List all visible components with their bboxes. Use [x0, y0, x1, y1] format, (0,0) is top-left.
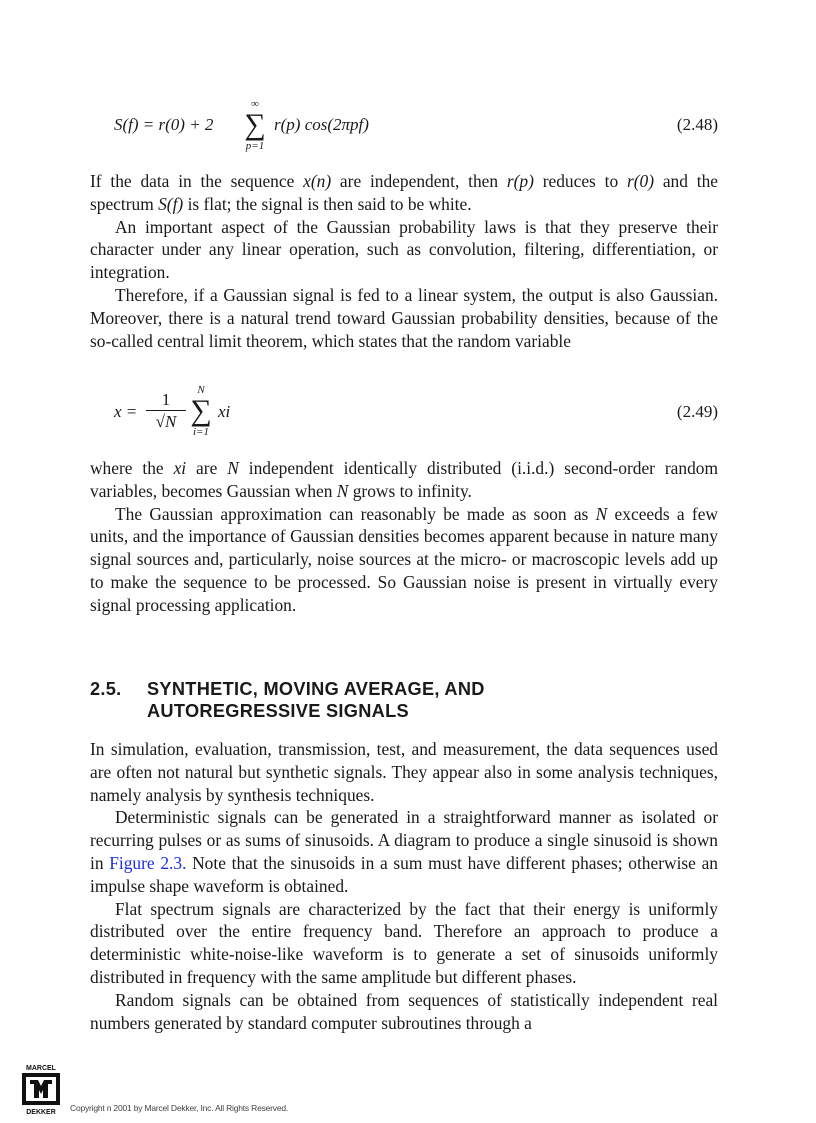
- fraction: [146, 390, 186, 433]
- section-title-line2: AUTOREGRESSIVE SIGNALS: [147, 701, 409, 721]
- summation-symbol: N ∑ i=1: [186, 384, 216, 438]
- equation-number: (2.48): [676, 115, 718, 134]
- text-run: are independent, then: [331, 171, 507, 191]
- math-inline: N: [595, 503, 608, 524]
- equation-2-48: [90, 98, 718, 162]
- paragraph-block-1: [90, 170, 718, 352]
- equation-2-49: [90, 384, 718, 444]
- equation-number: (2.49): [676, 402, 718, 421]
- math-inline: r(p): [506, 171, 534, 191]
- text-run: and the spectrum: [90, 171, 718, 214]
- copyright-notice: Copyright n 2001 by Marcel Dekker, Inc. All Rights Reserved.: [70, 1103, 289, 1113]
- math-inline: r(0): [626, 171, 655, 191]
- eq249-lhs: x =: [114, 402, 138, 421]
- sum-lower-limit: i=1: [193, 426, 209, 438]
- publisher-logo-icon: [18, 1062, 64, 1116]
- paragraph: Therefore, if a Gaussian signal is fed to a linear system, the output is also Gaussian. Moreover, there is a natural trend toward Gaussian probability densities, because of the so-called central limit theorem, which states that the random variable: [90, 284, 718, 351]
- fraction-denominator: √N: [155, 412, 177, 431]
- eq248-rhs: r(p) cos(2πpf): [274, 115, 369, 134]
- text-run: independent identically distributed (i.i.d.) second-order random variables, becomes Gaussian when: [90, 458, 718, 501]
- text-run: grows to infinity.: [348, 480, 472, 501]
- text-run: are: [186, 458, 228, 478]
- summation-symbol: ∞ ∑ p=1: [240, 98, 270, 152]
- section-heading: [90, 678, 718, 722]
- section-number: 2.5.: [90, 679, 122, 699]
- math-inline: xi: [173, 458, 187, 478]
- paragraph: [90, 806, 718, 897]
- paragraph: [90, 170, 718, 216]
- paragraph: An important aspect of the Gaussian probability laws is that they preserve their character under any linear operation, such as convolution, filtering, differentiation, or integration.: [90, 216, 718, 283]
- sum-lower-limit: p=1: [245, 140, 265, 152]
- publisher-logo: [18, 1062, 64, 1116]
- text-run: reduces to: [533, 171, 627, 191]
- text-run: where the: [90, 458, 174, 478]
- sum-upper-limit: N: [197, 384, 205, 396]
- logo-top-text: MARCEL: [26, 1065, 56, 1072]
- math-inline: N: [227, 458, 239, 478]
- math-inline: x(n): [303, 171, 332, 191]
- logo-bottom-text: DEKKER: [26, 1109, 56, 1116]
- text-run: The Gaussian approximation can reasonably be made as soon as: [115, 503, 596, 524]
- paragraph: In simulation, evaluation, transmission, test, and measurement, the data sequences used are often not natural but synthetic signals. They appear also in some analysis techniques, namely analysis by synthesis techniques.: [90, 739, 718, 805]
- text-run: Note that the sinusoids in a sum must have different phases; otherwise an impulse shape waveform is obtained.: [90, 852, 718, 896]
- paragraph: [90, 457, 718, 503]
- paragraph-block-3: [90, 738, 718, 1034]
- eq249-term: xi: [218, 402, 231, 421]
- text-run: Deterministic signals can be generated in a straightforward manner as isolated or recurring pulses or as sums of sinusoids. A diagram to produce a single sinusoid is shown in: [90, 807, 718, 873]
- paragraph: Random signals can be obtained from sequences of statistically independent real numbers generated by standard computer subroutines through a: [90, 989, 718, 1033]
- math-inline: S(f): [158, 193, 184, 214]
- eq248-lhs: S(f) = r(0) + 2: [114, 115, 214, 134]
- text-run: If the data in the sequence: [90, 171, 304, 191]
- text-run: exceeds a few units, and the importance of Gaussian densities becomes apparent because in nature many signal sources and, particularly, noise sources at the micro- or macroscopic levels add up to make the sequence to be processed. So Gaussian noise is present in virtually every signal processing application.: [90, 503, 718, 615]
- math-inline: N: [336, 480, 349, 501]
- fraction-numerator: 1: [146, 390, 186, 411]
- paragraph: [90, 503, 718, 617]
- section-title-line1: SYNTHETIC, MOVING AVERAGE, AND: [147, 679, 485, 699]
- sum-upper-limit: ∞: [251, 98, 259, 110]
- paragraph: Flat spectrum signals are characterized by the fact that their energy is uniformly distributed over the entire frequency band. Therefore an approach to produce a deterministic white-noise-like waveform is to generate a set of sinusoids uniformly distributed in frequency with the same amplitude but different phases.: [90, 898, 718, 987]
- figure-link[interactable]: Figure 2.3.: [109, 852, 187, 873]
- paragraph-block-2: [90, 457, 718, 617]
- text-run: is flat; the signal is then said to be white.: [183, 193, 472, 214]
